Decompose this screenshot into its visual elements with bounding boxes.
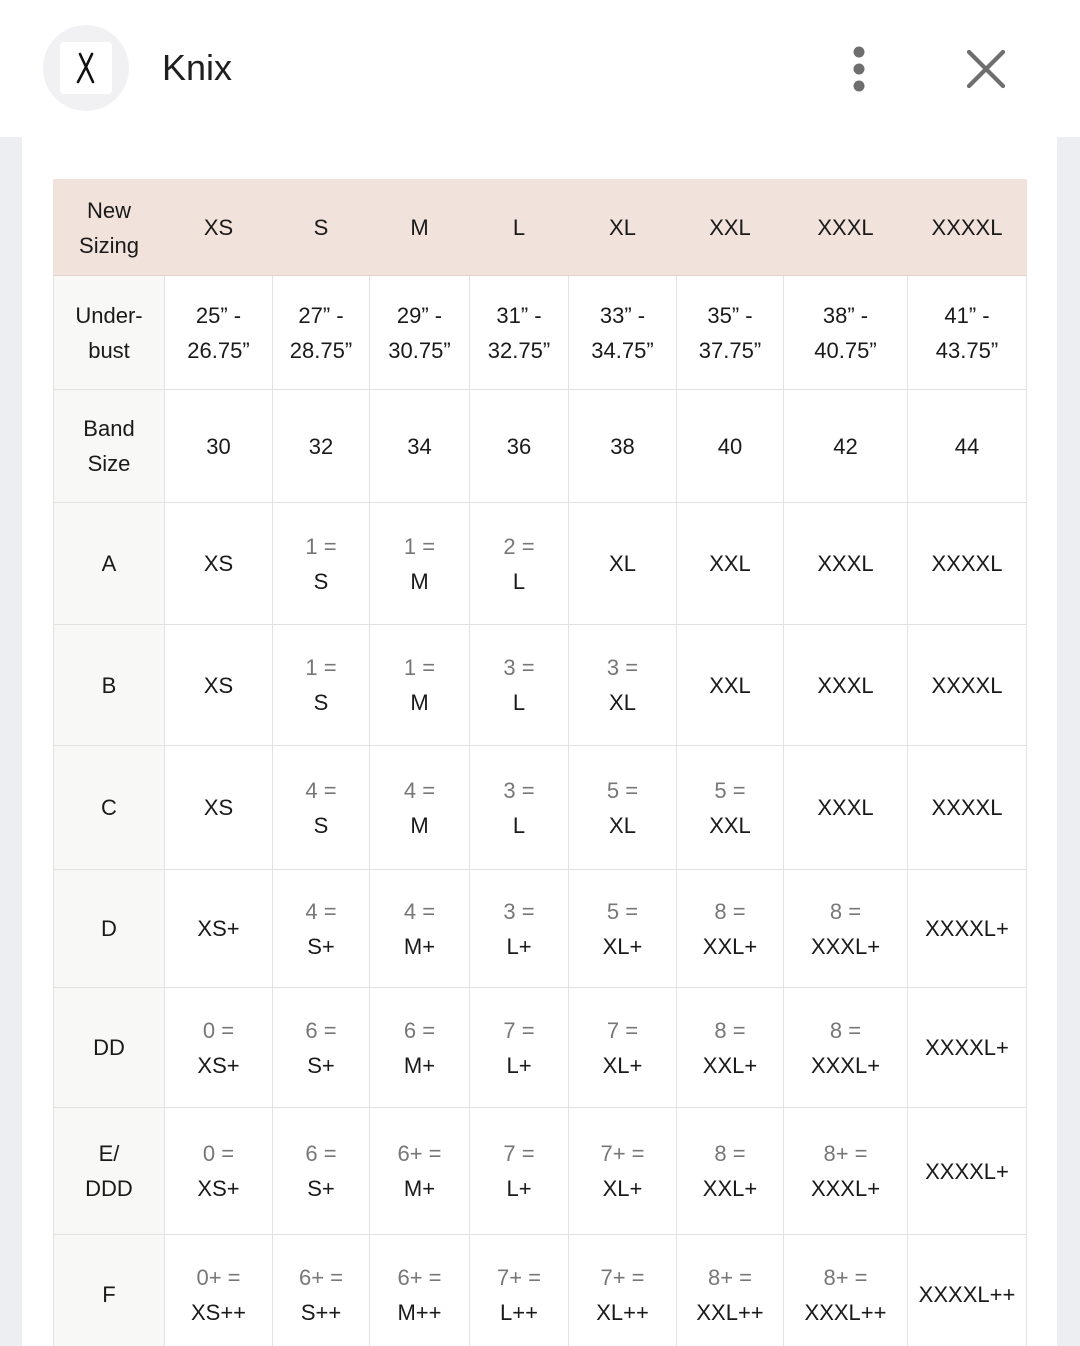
size-value: XXL+ <box>702 1052 758 1078</box>
conversion-label: 1 = <box>403 533 436 559</box>
underbust-cell <box>908 276 1027 390</box>
band-size-cell <box>677 390 784 503</box>
size-cell <box>908 746 1027 870</box>
size-cell <box>784 503 908 625</box>
underbust-cell <box>165 276 273 390</box>
underbust-cell <box>677 276 784 390</box>
cell-text: 27” - <box>298 302 344 328</box>
size-cell <box>273 746 370 870</box>
close-icon <box>966 49 1006 89</box>
size-value: XXXL+ <box>810 1176 881 1201</box>
size-value: XL <box>609 690 636 715</box>
conversion-label: 8 = <box>714 898 746 924</box>
conversion-label: 4 = <box>403 898 436 924</box>
size-cell <box>370 503 470 625</box>
conversion-label: 5 = <box>606 898 639 924</box>
size-cell <box>569 870 677 988</box>
size-value: M <box>410 812 429 838</box>
conversion-label: 6+ = <box>397 1264 442 1290</box>
app-bar <box>0 0 1080 137</box>
size-value: XS+ <box>197 1052 240 1078</box>
cell-text: 40.75” <box>814 337 877 363</box>
conversion-label: 4 = <box>305 898 337 924</box>
size-cell <box>569 746 677 870</box>
conversion-label: 8 = <box>714 1017 746 1043</box>
size-cell <box>677 1108 784 1235</box>
cell-text: 33” - <box>599 302 646 328</box>
row-label-cup <box>54 746 165 870</box>
size-cell <box>677 625 784 746</box>
size-value: XXXXL <box>931 551 1003 576</box>
size-value: S <box>313 812 329 838</box>
size-cell <box>370 870 470 988</box>
band-size-row <box>54 390 1027 503</box>
row-label-cup <box>54 870 165 988</box>
size-value: XXL++ <box>696 1299 764 1325</box>
cell-text: XXXXL <box>931 215 1003 240</box>
conversion-label: 3 = <box>503 898 535 924</box>
row-label-cup <box>54 988 165 1108</box>
size-value: XS <box>203 672 234 698</box>
size-cell <box>677 1235 784 1346</box>
size-cell <box>908 1108 1027 1235</box>
cell-text: 31” - <box>496 302 542 328</box>
conversion-label: 1 = <box>305 655 337 680</box>
size-cell <box>470 1108 569 1235</box>
size-value: XXL+ <box>702 933 758 959</box>
size-cell <box>273 503 370 625</box>
size-value: M <box>410 568 429 594</box>
size-cell <box>273 625 370 746</box>
size-cell <box>470 1235 569 1346</box>
cell-text: 34 <box>407 433 432 459</box>
more-vert-icon <box>849 44 869 94</box>
size-cell <box>569 988 677 1108</box>
cell-text: Under- <box>75 302 143 328</box>
size-value: XXL <box>709 551 751 576</box>
size-value: XS <box>203 795 234 820</box>
size-cell <box>370 1108 470 1235</box>
conversion-label: 8+ = <box>823 1141 868 1166</box>
size-value: XS+ <box>197 1176 240 1201</box>
size-cell <box>784 1235 908 1346</box>
cell-text: 28.75” <box>289 337 353 363</box>
cell-text: A <box>101 551 117 576</box>
row-label-new-sizing <box>54 180 165 276</box>
conversion-label: 7+ = <box>600 1141 645 1166</box>
conversion-label: 8+ = <box>707 1264 753 1290</box>
size-cell <box>470 988 569 1108</box>
cell-text: New <box>86 197 131 223</box>
size-header-cell <box>677 180 784 276</box>
size-cell <box>784 625 908 746</box>
size-value: M+ <box>403 1176 436 1201</box>
size-cell <box>470 870 569 988</box>
size-cell <box>569 625 677 746</box>
size-cell <box>165 870 273 988</box>
size-chart-image <box>22 137 1057 1346</box>
conversion-label: 8+ = <box>823 1264 868 1290</box>
size-chart-table <box>53 179 1027 1346</box>
size-value: XXL <box>709 812 751 838</box>
underbust-cell <box>569 276 677 390</box>
conversion-label: 8 = <box>829 1017 862 1043</box>
size-cell <box>370 746 470 870</box>
cell-text: 40 <box>717 433 743 459</box>
size-cell <box>165 1108 273 1235</box>
header-row <box>54 180 1027 276</box>
band-size-cell <box>165 390 273 503</box>
conversion-label: 3 = <box>606 655 639 680</box>
cell-text: 38” - <box>822 302 869 328</box>
image-viewer[interactable] <box>0 137 1080 1346</box>
size-cell <box>273 870 370 988</box>
size-cell <box>784 988 908 1108</box>
size-value: S+ <box>307 1176 335 1201</box>
size-value: M+ <box>403 933 436 959</box>
row-label-cup <box>54 1108 165 1235</box>
size-header-cell <box>470 180 569 276</box>
size-header-cell <box>784 180 908 276</box>
close-button[interactable] <box>958 40 1014 98</box>
size-cell <box>908 625 1027 746</box>
band-size-cell <box>569 390 677 503</box>
cell-text: 37.75” <box>698 337 762 363</box>
cell-text: 32.75” <box>487 337 551 363</box>
size-header-cell <box>908 180 1027 276</box>
cell-text: M <box>410 215 429 240</box>
size-value: S+ <box>307 933 335 959</box>
underbust-cell <box>370 276 470 390</box>
size-value: L <box>512 568 526 594</box>
size-value: L+ <box>506 1176 532 1201</box>
size-header-cell <box>273 180 370 276</box>
cell-text: 26.75” <box>187 337 250 363</box>
size-value: M+ <box>403 1052 436 1078</box>
size-value: XL+ <box>602 1052 643 1078</box>
knix-x-logo-icon <box>60 42 112 94</box>
size-cell <box>470 503 569 625</box>
size-cell <box>165 746 273 870</box>
conversion-label: 6 = <box>403 1017 436 1043</box>
size-cell <box>273 1108 370 1235</box>
conversion-label: 1 = <box>305 533 337 559</box>
size-value: XL <box>609 551 636 576</box>
band-size-cell <box>370 390 470 503</box>
cell-text: Band <box>83 416 135 441</box>
cup-row <box>54 503 1027 625</box>
cell-text: 29” - <box>396 302 443 328</box>
size-cell <box>370 1235 470 1346</box>
size-cell <box>273 988 370 1108</box>
cell-text: 34.75” <box>591 337 654 363</box>
cell-text: 32 <box>308 433 334 459</box>
cell-text: 44 <box>954 433 980 459</box>
conversion-label: 0 = <box>202 1017 235 1043</box>
cell-text: F <box>102 1282 116 1307</box>
underbust-row <box>54 276 1027 390</box>
band-size-cell <box>908 390 1027 503</box>
cell-text: Size <box>87 451 131 476</box>
cell-text: 43.75” <box>935 337 999 363</box>
band-size-cell <box>273 390 370 503</box>
conversion-label: 4 = <box>403 777 436 803</box>
underbust-cell <box>784 276 908 390</box>
cell-text: S <box>313 215 329 240</box>
conversion-label: 3 = <box>503 777 535 803</box>
size-value: XXXL+ <box>810 1052 881 1078</box>
underbust-cell <box>273 276 370 390</box>
size-header-cell <box>165 180 273 276</box>
cup-row <box>54 1235 1027 1346</box>
cell-text: 35” - <box>707 302 753 328</box>
cell-text: 36 <box>506 433 532 459</box>
size-value: L+ <box>506 933 532 959</box>
conversion-label: 6 = <box>305 1017 337 1043</box>
size-value: XXXXL <box>931 795 1003 820</box>
size-cell <box>370 625 470 746</box>
size-cell <box>165 625 273 746</box>
size-value: S+ <box>307 1052 335 1078</box>
size-value: XXXXL+ <box>925 1158 1009 1184</box>
size-header-cell <box>370 180 470 276</box>
app-title: Knix <box>162 47 233 88</box>
size-value: M++ <box>397 1299 442 1325</box>
size-value: L <box>512 812 526 838</box>
size-cell <box>470 625 569 746</box>
cell-text: D <box>101 916 117 941</box>
size-cell <box>677 988 784 1108</box>
size-value: XXXL <box>817 795 874 820</box>
size-value: XXXXL <box>931 672 1003 698</box>
size-cell <box>908 988 1027 1108</box>
cell-text: XXL <box>709 215 751 240</box>
more-options-button[interactable] <box>836 40 882 98</box>
cup-row <box>54 870 1027 988</box>
size-cell <box>273 1235 370 1346</box>
cell-text: bust <box>88 337 130 363</box>
cell-text: 25” - <box>195 302 242 328</box>
cell-text: XXXL <box>817 215 874 240</box>
size-cell <box>569 1108 677 1235</box>
size-value: XS+ <box>197 916 240 941</box>
conversion-label: 8 = <box>829 898 862 924</box>
row-label-cup <box>54 503 165 625</box>
size-cell <box>784 870 908 988</box>
size-value: XL <box>609 812 636 838</box>
cell-text: 30.75” <box>388 337 451 363</box>
size-value: XL++ <box>596 1299 649 1325</box>
size-value: XXXXL++ <box>918 1282 1016 1307</box>
cell-text: 42 <box>833 433 858 459</box>
size-cell <box>784 1108 908 1235</box>
cup-row <box>54 988 1027 1108</box>
size-cell <box>677 503 784 625</box>
size-cell <box>569 503 677 625</box>
row-label-band-size <box>54 390 165 503</box>
size-cell <box>784 746 908 870</box>
size-value: L+ <box>506 1052 532 1078</box>
conversion-label: 8 = <box>714 1141 746 1166</box>
size-value: L <box>512 690 526 715</box>
cell-text: C <box>101 795 117 820</box>
size-value: XXXL+ <box>810 933 881 959</box>
row-label-cup <box>54 625 165 746</box>
size-value: S <box>313 568 329 594</box>
cell-text: L <box>512 215 526 240</box>
conversion-label: 5 = <box>714 777 746 803</box>
cell-text: XL <box>609 215 636 240</box>
conversion-label: 7 = <box>503 1017 535 1043</box>
cup-row <box>54 746 1027 870</box>
size-cell <box>165 1235 273 1346</box>
size-value: XS++ <box>190 1299 247 1325</box>
cell-text: XS <box>203 215 234 240</box>
size-value: L++ <box>500 1299 538 1325</box>
app-logo <box>43 25 129 111</box>
size-value: M <box>410 690 429 715</box>
size-cell <box>677 746 784 870</box>
conversion-label: 4 = <box>305 777 337 803</box>
cell-text: 41” - <box>944 302 990 328</box>
size-value: XXL <box>709 672 751 698</box>
size-cell <box>908 503 1027 625</box>
row-label-cup <box>54 1235 165 1346</box>
size-value: S++ <box>300 1299 342 1325</box>
cup-row <box>54 1108 1027 1235</box>
conversion-label: 7 = <box>606 1017 639 1043</box>
conversion-label: 7 = <box>503 1141 535 1166</box>
size-value: XXXXL+ <box>925 916 1009 941</box>
conversion-label: 0 = <box>202 1141 235 1166</box>
cell-text: DDD <box>85 1176 133 1201</box>
size-value: XXL+ <box>702 1176 758 1201</box>
size-value: XXXL++ <box>804 1299 887 1325</box>
cell-text: 38 <box>610 433 635 459</box>
conversion-label: 6 = <box>305 1141 337 1166</box>
cell-text: B <box>101 672 117 698</box>
cell-text: DD <box>93 1035 125 1060</box>
size-cell <box>165 988 273 1108</box>
cup-row <box>54 625 1027 746</box>
size-value: XL+ <box>602 1176 643 1201</box>
size-cell <box>470 746 569 870</box>
conversion-label: 6+ = <box>298 1264 344 1290</box>
size-cell <box>370 988 470 1108</box>
underbust-cell <box>470 276 569 390</box>
size-cell <box>908 870 1027 988</box>
size-cell <box>677 870 784 988</box>
conversion-label: 0+ = <box>196 1264 241 1290</box>
cell-text: E/ <box>98 1141 120 1166</box>
size-value: XXXL <box>817 551 874 576</box>
band-size-cell <box>784 390 908 503</box>
size-value: XL+ <box>602 933 643 959</box>
size-header-cell <box>569 180 677 276</box>
conversion-label: 1 = <box>403 655 436 680</box>
cell-text: Sizing <box>79 232 139 258</box>
conversion-label: 2 = <box>503 533 535 559</box>
size-value: S <box>313 690 329 715</box>
size-cell <box>569 1235 677 1346</box>
conversion-label: 7+ = <box>600 1264 645 1290</box>
size-cell <box>908 1235 1027 1346</box>
size-value: XXXXL+ <box>925 1035 1009 1060</box>
conversion-label: 3 = <box>503 655 535 680</box>
conversion-label: 5 = <box>606 777 639 803</box>
size-cell <box>165 503 273 625</box>
size-value: XS <box>203 551 234 576</box>
conversion-label: 7+ = <box>496 1264 542 1290</box>
size-value: XXXL <box>817 672 874 698</box>
band-size-cell <box>470 390 569 503</box>
row-label-underbust <box>54 276 165 390</box>
cell-text: 30 <box>206 433 231 459</box>
conversion-label: 6+ = <box>397 1141 442 1166</box>
